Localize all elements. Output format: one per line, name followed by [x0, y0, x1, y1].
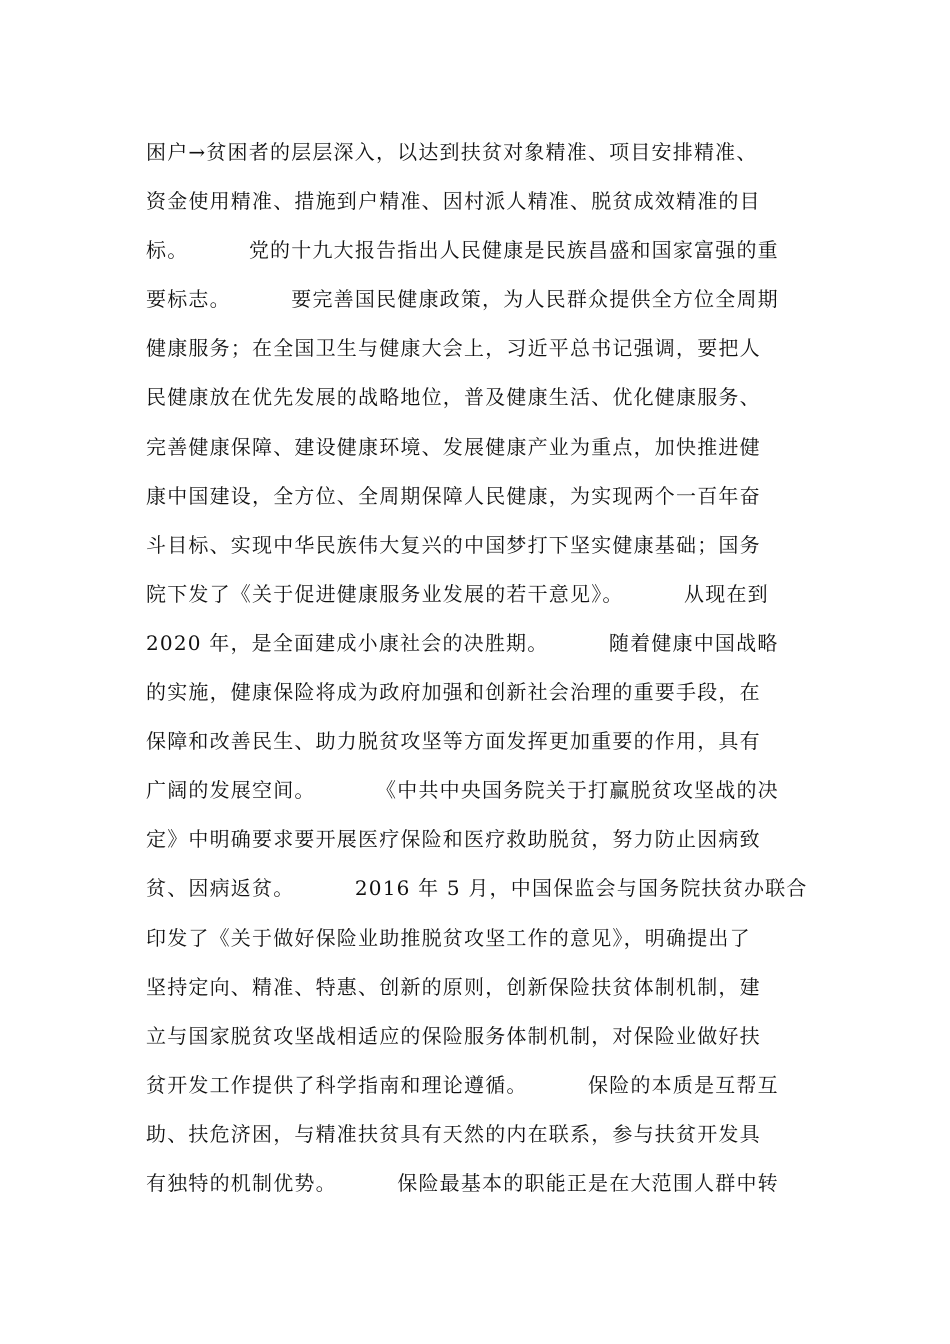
text-line: 困户→贫困者的层层深入，以达到扶贫对象精准、项目安排精准、 [146, 140, 758, 164]
text-line: 坚持定向、精准、特惠、创新的原则，创新保险扶贫体制机制，建 [146, 974, 761, 999]
text-line: 贫、因病返贫。 2016 年 5 月，中国保监会与国务院扶贫办联合 [146, 876, 808, 901]
text-line: 广阔的发展空间。 《中共中央国务院关于打赢脱贫攻坚战的决 [146, 778, 779, 803]
text-line: 有独特的机制优势。 保险最基本的职能正是在大范围人群中转 [146, 1170, 779, 1195]
text-line: 的实施，健康保险将成为政府加强和创新社会治理的重要手段，在 [146, 680, 761, 705]
text-line: 2020 年，是全面建成小康社会的决胜期。 随着健康中国战略 [146, 630, 779, 655]
text-line: 定》中明确要求要开展医疗保险和医疗救助脱贫，努力防止因病致 [146, 827, 761, 852]
text-line: 民健康放在优先发展的战略地位，普及健康生活、优化健康服务、 [146, 385, 761, 410]
body-text [146, 128, 826, 1208]
text-line: 完善健康保障、建设健康环境、发展健康产业为重点，加快推进健 [146, 434, 761, 459]
text-line: 助、扶危济困，与精准扶贫具有天然的内在联系，参与扶贫开发具 [146, 1121, 761, 1146]
text-line: 院下发了《关于促进健康服务业发展的若干意见》。 从现在到 [146, 581, 769, 606]
text-line: 康中国建设，全方位、全周期保障人民健康，为实现两个一百年奋 [146, 483, 761, 508]
text-line: 标。 党的十九大报告指出人民健康是民族昌盛和国家富强的重 [146, 238, 779, 263]
text-line: 资金使用精准、措施到户精准、因村派人精准、脱贫成效精准的目 [146, 189, 761, 214]
text-line: 保障和改善民生、助力脱贫攻坚等方面发挥更加重要的作用，具有 [146, 729, 761, 754]
text-line: 要标志。 要完善国民健康政策，为人民群众提供全方位全周期 [146, 287, 779, 312]
text-line: 斗目标、实现中华民族伟大复兴的中国梦打下坚实健康基础；国务 [146, 532, 761, 557]
text-line: 健康服务；在全国卫生与健康大会上，习近平总书记强调，要把人 [146, 336, 761, 361]
text-line: 印发了《关于做好保险业助推脱贫攻坚工作的意见》，明确提出了 [146, 925, 751, 950]
text-line: 立与国家脱贫攻坚战相适应的保险服务体制机制，对保险业做好扶 [146, 1023, 761, 1048]
text-line: 贫开发工作提供了科学指南和理论遵循。 保险的本质是互帮互 [146, 1072, 779, 1097]
